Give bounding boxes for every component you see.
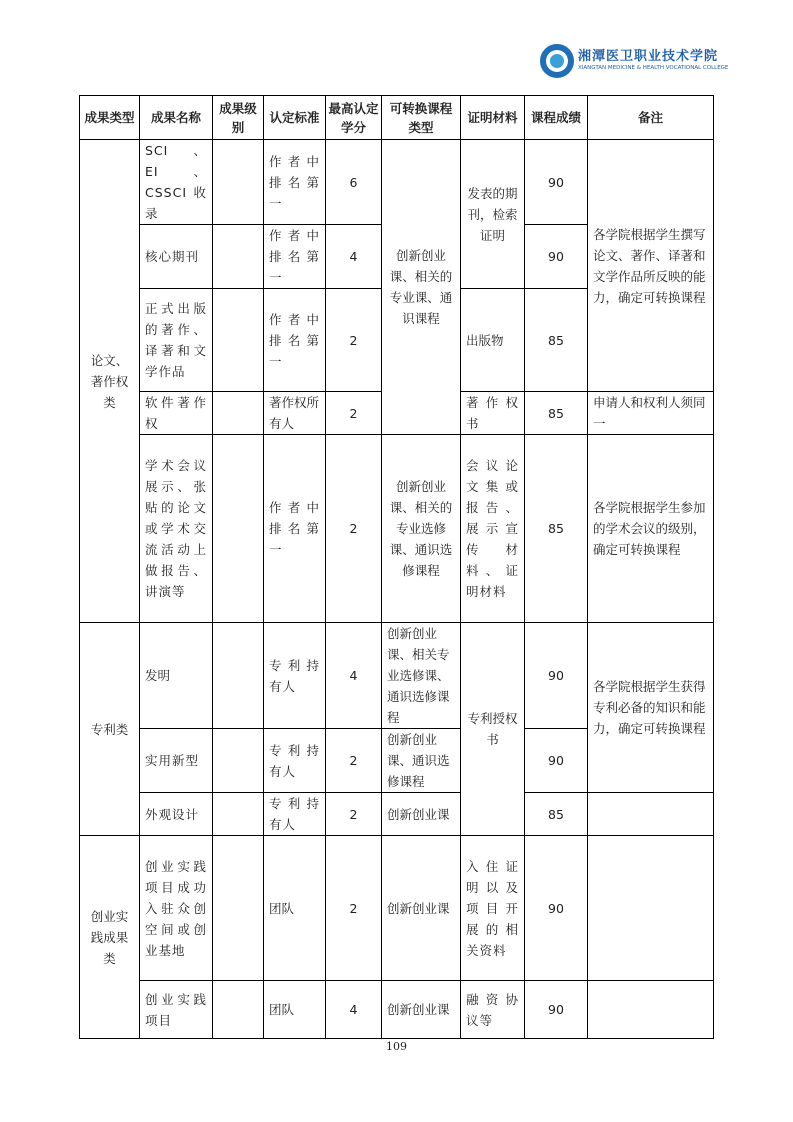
note-cell: 各学院根据学生获得专利必备的知识和能力，确定可转换课程 [588, 623, 714, 793]
note-cell: 各学院根据学生撰写论文、著作、译著和文学作品所反映的能力，确定可转换课程 [588, 140, 714, 392]
note-cell [588, 793, 714, 836]
credit-cell: 2 [326, 836, 382, 981]
table-row [80, 793, 714, 836]
table-row [80, 836, 714, 981]
college-logo [540, 44, 729, 80]
achievement-level [213, 289, 264, 392]
credit-cell: 6 [326, 140, 382, 225]
achievement-name: 发明 [140, 623, 213, 729]
standard-cell: 团队 [264, 836, 326, 981]
category-cell: 论文、著作权类 [80, 140, 140, 623]
standard-cell: 专利持有人 [264, 623, 326, 729]
proof-cell: 专利授权书 [461, 623, 525, 836]
achievement-name: SCI、EI、CSSCI 收录 [140, 140, 213, 225]
proof-cell: 融资协议等 [461, 981, 525, 1039]
course-type-cell: 创新创业课、通识选修课程 [382, 729, 461, 793]
achievement-level [213, 623, 264, 729]
achievement-name: 正式出版的著作、译著和文学作品 [140, 289, 213, 392]
achievement-level [213, 140, 264, 225]
category-cell: 专利类 [80, 623, 140, 836]
credit-cell: 4 [326, 623, 382, 729]
proof-cell: 出版物 [461, 289, 525, 392]
standard-cell: 作者中排名第一 [264, 225, 326, 289]
credit-cell: 4 [326, 225, 382, 289]
credit-cell: 2 [326, 289, 382, 392]
table-row [80, 623, 714, 729]
logo-text-en: XIANGTAN MEDICINE & HEALTH VOCATIONAL COLLEGE [578, 65, 729, 71]
logo-text-cn: 湘潭医卫职业技术学院 [578, 49, 719, 64]
standard-cell: 著作权所有人 [264, 392, 326, 435]
achievement-name: 软件著作权 [140, 392, 213, 435]
credit-conversion-table [79, 95, 714, 1039]
header-cell: 成果名称 [140, 96, 213, 140]
achievement-level [213, 225, 264, 289]
proof-cell: 会议论文集或报告、展示宣传材料、证明材料 [461, 435, 525, 623]
course-type-cell: 创新创业课、相关的专业课、通识课程 [382, 140, 461, 435]
header-cell: 成果类型 [80, 96, 140, 140]
achievement-name: 学术会议展示、张贴的论文或学术交流活动上做报告、讲演等 [140, 435, 213, 623]
table-header-row [80, 96, 714, 140]
course-type-cell: 创新创业课 [382, 836, 461, 981]
college-emblem-icon [540, 44, 574, 78]
achievement-name: 创业实践项目成功入驻众创空间或创业基地 [140, 836, 213, 981]
header-cell: 成果级别 [213, 96, 264, 140]
achievement-name: 核心期刊 [140, 225, 213, 289]
table-row [80, 981, 714, 1039]
score-cell: 85 [525, 289, 588, 392]
score-cell: 90 [525, 981, 588, 1039]
achievement-level [213, 981, 264, 1039]
category-cell: 创业实践成果类 [80, 836, 140, 1039]
course-type-cell: 创新创业课、相关的专业选修课、通识选修课程 [382, 435, 461, 623]
achievement-level [213, 836, 264, 981]
achievement-level [213, 392, 264, 435]
achievement-name: 创业实践项目 [140, 981, 213, 1039]
proof-cell: 著作权书 [461, 392, 525, 435]
page-number: 109 [386, 1040, 407, 1053]
achievement-level [213, 435, 264, 623]
standard-cell: 作者中排名第一 [264, 140, 326, 225]
credit-cell: 4 [326, 981, 382, 1039]
course-type-cell: 创新创业课、相关专业选修课、通识选修课程 [382, 623, 461, 729]
table-row [80, 140, 714, 225]
table-row [80, 435, 714, 623]
header-cell: 备注 [588, 96, 714, 140]
standard-cell: 专利持有人 [264, 793, 326, 836]
proof-cell: 入住证明以及项目开展的相关资料 [461, 836, 525, 981]
header-cell: 认定标准 [264, 96, 326, 140]
score-cell: 90 [525, 623, 588, 729]
credit-cell: 2 [326, 392, 382, 435]
header-cell: 课程成绩 [525, 96, 588, 140]
score-cell: 85 [525, 392, 588, 435]
proof-cell: 发表的期刊，检索证明 [461, 140, 525, 289]
credit-cell: 2 [326, 435, 382, 623]
standard-cell: 专利持有人 [264, 729, 326, 793]
standard-cell: 作者中排名第一 [264, 289, 326, 392]
achievement-level [213, 793, 264, 836]
achievement-name: 实用新型 [140, 729, 213, 793]
note-cell: 申请人和权利人须同一 [588, 392, 714, 435]
course-type-cell: 创新创业课 [382, 793, 461, 836]
header-cell: 可转换课程类型 [382, 96, 461, 140]
credit-cell: 2 [326, 729, 382, 793]
note-cell [588, 836, 714, 981]
header-cell: 证明材料 [461, 96, 525, 140]
achievement-name: 外观设计 [140, 793, 213, 836]
score-cell: 90 [525, 140, 588, 225]
achievement-level [213, 729, 264, 793]
header-cell: 最高认定学分 [326, 96, 382, 140]
score-cell: 90 [525, 729, 588, 793]
standard-cell: 作者中排名第一 [264, 435, 326, 623]
note-cell: 各学院根据学生参加的学术会议的级别，确定可转换课程 [588, 435, 714, 623]
score-cell: 85 [525, 435, 588, 623]
score-cell: 90 [525, 225, 588, 289]
credit-cell: 2 [326, 793, 382, 836]
standard-cell: 团队 [264, 981, 326, 1039]
score-cell: 85 [525, 793, 588, 836]
score-cell: 90 [525, 836, 588, 981]
course-type-cell: 创新创业课 [382, 981, 461, 1039]
note-cell [588, 981, 714, 1039]
